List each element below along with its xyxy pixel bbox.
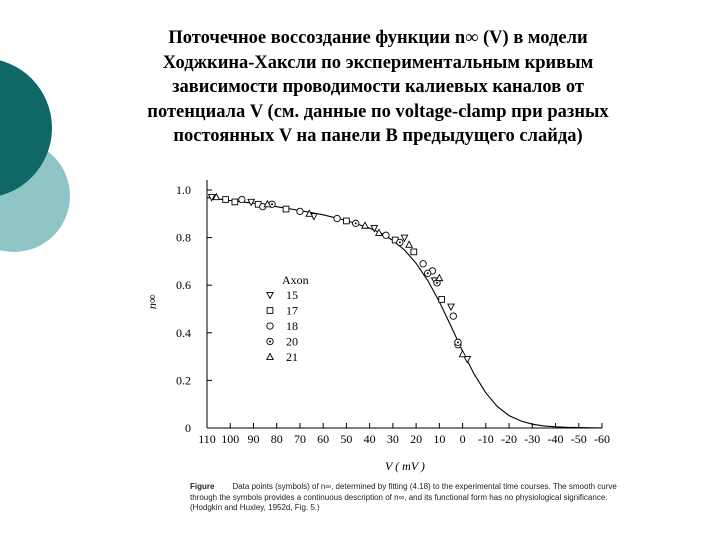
data-point-axon-17 [283,206,289,212]
data-point-axon-17 [223,197,229,203]
marker-center [427,272,429,274]
data-point-axon-20 [397,239,403,245]
x-tick-label: -50 [570,432,587,446]
x-tick-label: -20 [501,432,518,446]
x-tick-label: 50 [340,432,353,446]
data-point-axon-15 [464,356,470,362]
legend-label-axon-18: 18 [286,319,298,333]
slide-title [78,26,678,149]
y-tick-label: 0.6 [176,278,191,293]
x-tick-label: 0 [459,432,466,446]
data-point-axon-15 [448,304,454,310]
marker-center [457,341,459,343]
y-tick-label: 0.4 [176,325,191,340]
y-tick-label: 0 [185,421,191,435]
title-line-3: зависимости проводимости калиевых каналов от [172,77,584,97]
legend-marker-axon-21 [267,353,273,359]
title-line-1: Поточечное воссоздание функции n∞ (V) в модели [168,28,588,48]
legend-title: Axon [282,273,309,287]
x-tick-label: 70 [293,432,306,446]
y-tick-label: 1.0 [176,183,191,197]
legend-marker-axon-17 [267,308,273,314]
x-tick-label: 60 [317,432,330,446]
x-tick-label: -30 [524,432,541,446]
data-point-axon-21 [376,229,382,235]
fit-curve [207,198,602,428]
data-point-axon-20 [425,270,431,276]
y-tick-label: 0.2 [176,373,191,388]
data-point-axon-18 [420,261,426,267]
marker-center [271,203,273,205]
x-tick-label: 100 [221,432,240,446]
x-tick-label: 20 [410,432,423,446]
legend-label-axon-20: 20 [286,334,298,349]
data-point-axon-21 [362,222,368,228]
figure-caption [190,482,620,514]
x-tick-label: -10 [477,432,494,446]
caption-label: Figure [190,482,215,491]
data-point-axon-18 [383,232,389,238]
title-line-5: постоянных V на панели B предыдущего слайда) [173,126,583,146]
data-point-axon-18 [450,313,456,319]
data-point-axon-20 [353,220,359,226]
marker-center [355,222,357,224]
data-point-axon-17 [439,297,445,303]
x-tick-label: 30 [386,432,399,446]
data-point-axon-18 [297,208,303,214]
x-axis-title: V ( mV ) [385,459,425,473]
marker-center [399,241,401,243]
x-tick-label: 110 [198,432,216,446]
legend-label-axon-17: 17 [286,303,298,318]
data-point-axon-20 [455,339,461,345]
x-tick-label: 40 [363,432,376,446]
legend-marker-axon-15 [267,292,273,298]
x-tick-label: -60 [594,432,610,446]
data-point-axon-21 [459,351,465,357]
y-tick-label: 0.8 [176,230,191,245]
data-point-axon-17 [411,249,417,255]
x-tick-label: -40 [547,432,564,446]
title-line-4: потенциала V (см. данные по voltage-clamp при разных [147,101,609,122]
data-point-axon-17 [344,218,350,224]
legend-label-axon-21: 21 [286,350,298,364]
data-point-axon-18 [334,215,340,221]
marker-center [269,341,271,343]
caption-text: Data points (symbols) of n∞, determined by fitting (4.18) to the experimental time courses. The smooth curve through the symbols provides a continuous description of n∞, and its functional form has no physiological significance. (Hodgkin and Huxley, 1952d, Fig. 5.) [190,482,617,513]
x-tick-label: 80 [270,432,283,446]
marker-center [436,282,438,284]
legend-marker-axon-18 [267,323,273,329]
x-tick-label: 90 [247,432,260,446]
y-axis-title: n∞ [145,294,159,310]
data-point-axon-18 [239,196,245,202]
n-infinity-chart [145,168,620,480]
data-point-axon-21 [406,241,412,247]
title-line-2: Ходжкина-Хаксли по экспериментальным кривым [162,52,594,73]
data-point-axon-17 [232,199,238,205]
x-tick-label: 10 [433,432,446,446]
legend-marker-axon-20 [267,338,273,344]
legend-label-axon-15: 15 [286,288,298,302]
